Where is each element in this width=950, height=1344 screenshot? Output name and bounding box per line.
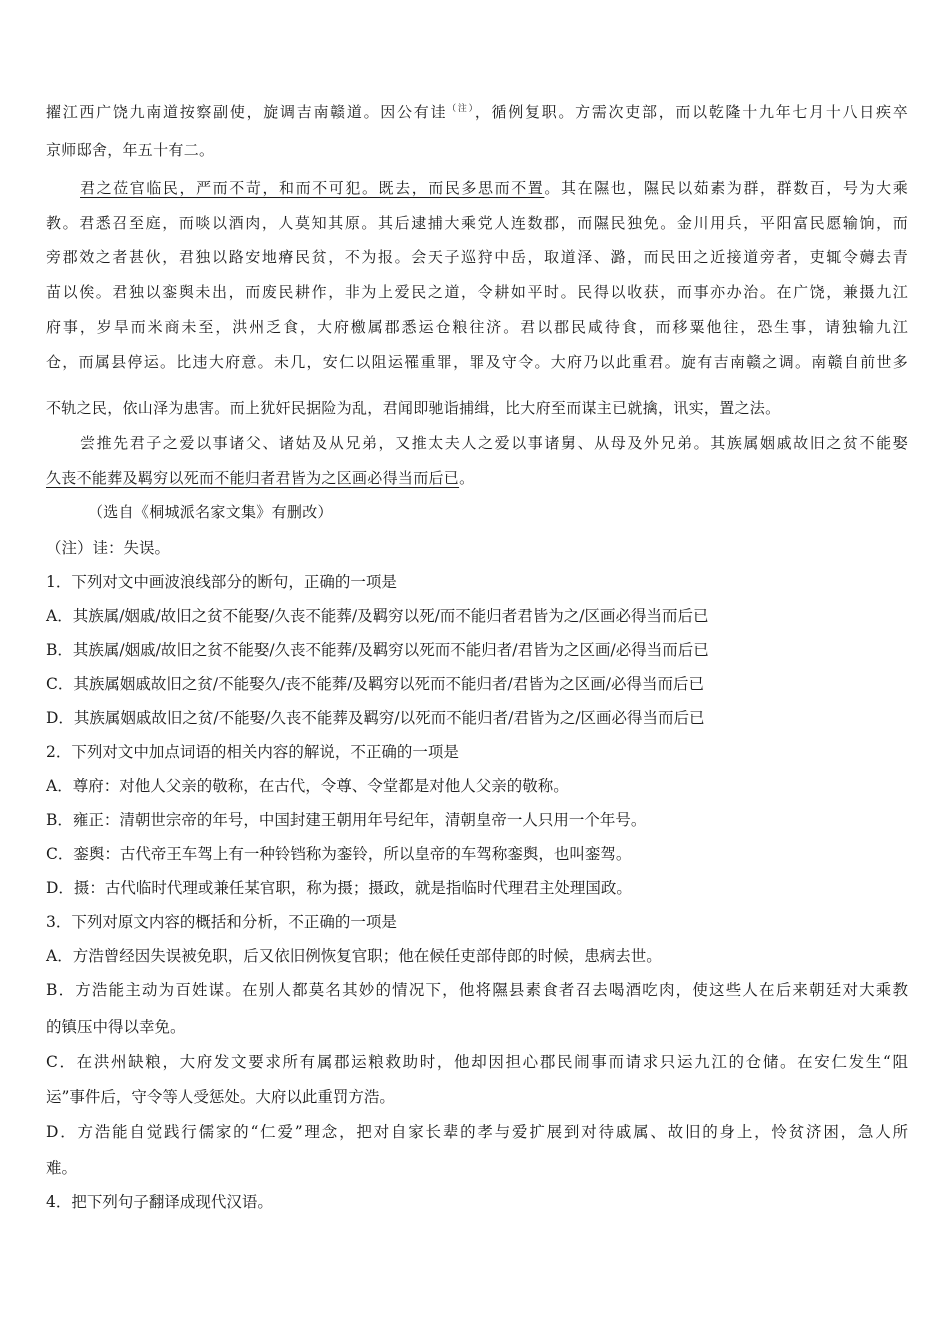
question-1-option-b: B．其族属/姻戚/故旧之贫不能娶/久丧不能葬/及羁穷以死而不能归者/君皆为之区画/必得当而后已 (46, 641, 709, 659)
underlined-sentence: 君之莅官临民，严而不苛，和而不可犯。既去，而民多思而不置 (80, 179, 545, 197)
question-2-option-b: B．雍正：清朝世宗帝的年号，中国封建王朝用年号纪年，清朝皇帝一人只用一个年号。 (46, 811, 647, 829)
question-3-option-c: C．在洪州缺粮，大府发文要求所有属郡运粮救助时，他却因担心郡民闹事而请求只运九江的仓储。在安仁发生“阻 (46, 1053, 908, 1071)
passage-line: 尝推先君子之爱以事诸父、诸姑及从兄弟，又推太夫人之爱以事诸舅、从母及外兄弟。其族属姻戚故旧之贫不能娶 (80, 434, 908, 452)
passage-line: 仓，而属县停运。比违大府意。未几，安仁以阻运罹重罪，罪及守令。大府乃以此重君。旋有吉南赣之调。南赣自前世多 (46, 353, 908, 371)
question-3-option-c-cont: 运”事件后，守令等人受惩处。大府以此重罚方浩。 (46, 1088, 395, 1106)
passage-line: 教。君悉召至庭，而啖以酒肉，人莫知其原。其后逮捕大乘党人连数郡，而隰民独免。金川用兵，平阳富民愿输饷，而 (46, 214, 908, 232)
question-1-option-c: C．其族属姻戚故旧之贫/不能娶久/丧不能葬/及羁穷以死而不能归者/君皆为之区画/必得当而后已 (46, 675, 704, 693)
question-3-option-b: B．方浩能主动为百姓谋。在别人都莫名其妙的情况下，他将隰县素食者召去喝酒吃肉，使这些人在后来朝廷对大乘教 (46, 981, 908, 999)
passage-line: 不轨之民，依山泽为患害。而上犹奸民据险为乱，君闻即驰诣捕缉，比大府至而谋主已就擒，讯实，置之法。 (46, 399, 781, 417)
wavy-underlined-sentence: 久丧不能葬及羁穷以死而不能归者君皆为之区画必得当而后已 (46, 469, 460, 487)
question-2-option-d: D．摄：古代临时代理或兼任某官职，称为摄；摄政，就是指临时代理君主处理国政。 (46, 879, 632, 897)
passage-text: 。 (459, 469, 475, 487)
question-3-option-b-cont: 的镇压中得以幸免。 (46, 1018, 186, 1036)
question-1-option-a: A．其族属/姻戚/故旧之贫不能娶/久丧不能葬/及羁穷以死/而不能归者君皆为之/区画必得当而后已 (46, 607, 709, 625)
passage-line: 府事，岁旱而米商未至，洪州乏食，大府檄属郡悉运仓粮往济。君以郡民咸待食，而移粟他往，恐生事，请独输九江 (46, 318, 908, 336)
question-3-option-a: A．方浩曾经因失误被免职，后又依旧例恢复官职；他在候任吏部侍郎的时候，患病去世。 (46, 947, 662, 965)
question-4-stem: 4．把下列句子翻译成现代汉语。 (46, 1193, 273, 1211)
question-3-option-d: D．方浩能自觉践行儒家的“仁爱”理念，把对自家长辈的孝与爱扩展到对待戚属、故旧的身上，怜贫济困，急人所 (46, 1123, 908, 1141)
question-1-option-d: D．其族属姻戚故旧之贫/不能娶/久丧不能葬及羁穷/以死而不能归者/君皆为之/区画必得当而后已 (46, 709, 705, 727)
passage-text: 。其在隰也，隰民以茹素为群，群数百，号为大乘 (544, 179, 909, 197)
passage-text: 擢江西广饶九南道按察副使，旋调吉南赣道。因公有诖 (46, 103, 448, 121)
passage-line: 京师邸舍，年五十有二。 (46, 141, 215, 159)
passage-line: 旁郡效之者甚伙，君独以路安地瘠民贫，不为报。会天子巡狩中岳，取道泽、潞，而民田之近接道旁者，吏辄令薅去青 (46, 248, 908, 266)
question-2-option-a: A．尊府：对他人父亲的敬称，在古代，令尊、令堂都是对他人父亲的敬称。 (46, 777, 569, 795)
passage-text: ，循例复职。方需次吏部，而以乾隆十九年七月十八日疾卒 (474, 103, 909, 121)
footnote: （注）诖：失误。 (46, 539, 171, 557)
question-2-stem: 2．下列对文中加点词语的相关内容的解说，不正确的一项是 (46, 743, 459, 761)
question-3-option-d-cont: 难。 (46, 1159, 78, 1177)
question-1-stem: 1．下列对文中画波浪线部分的断句，正确的一项是 (46, 573, 397, 591)
passage-line (46, 467, 474, 488)
source-citation: （选自《桐城派名家文集》有删改） (88, 503, 333, 521)
passage-line (46, 101, 908, 122)
passage-line (80, 177, 908, 198)
footnote-mark: （注） (447, 104, 475, 114)
question-2-option-c: C．銮舆：古代帝王车驾上有一种铃铛称为銮铃，所以皇帝的车驾称銮舆，也叫銮驾。 (46, 845, 632, 863)
passage-line: 苗以俟。君独以銮舆未出，而废民耕作，非为上爱民之道，令耕如平时。民得以收获，而事亦办治。在广饶，兼摄九江 (46, 283, 908, 301)
question-3-stem: 3．下列对原文内容的概括和分析，不正确的一项是 (46, 913, 397, 931)
